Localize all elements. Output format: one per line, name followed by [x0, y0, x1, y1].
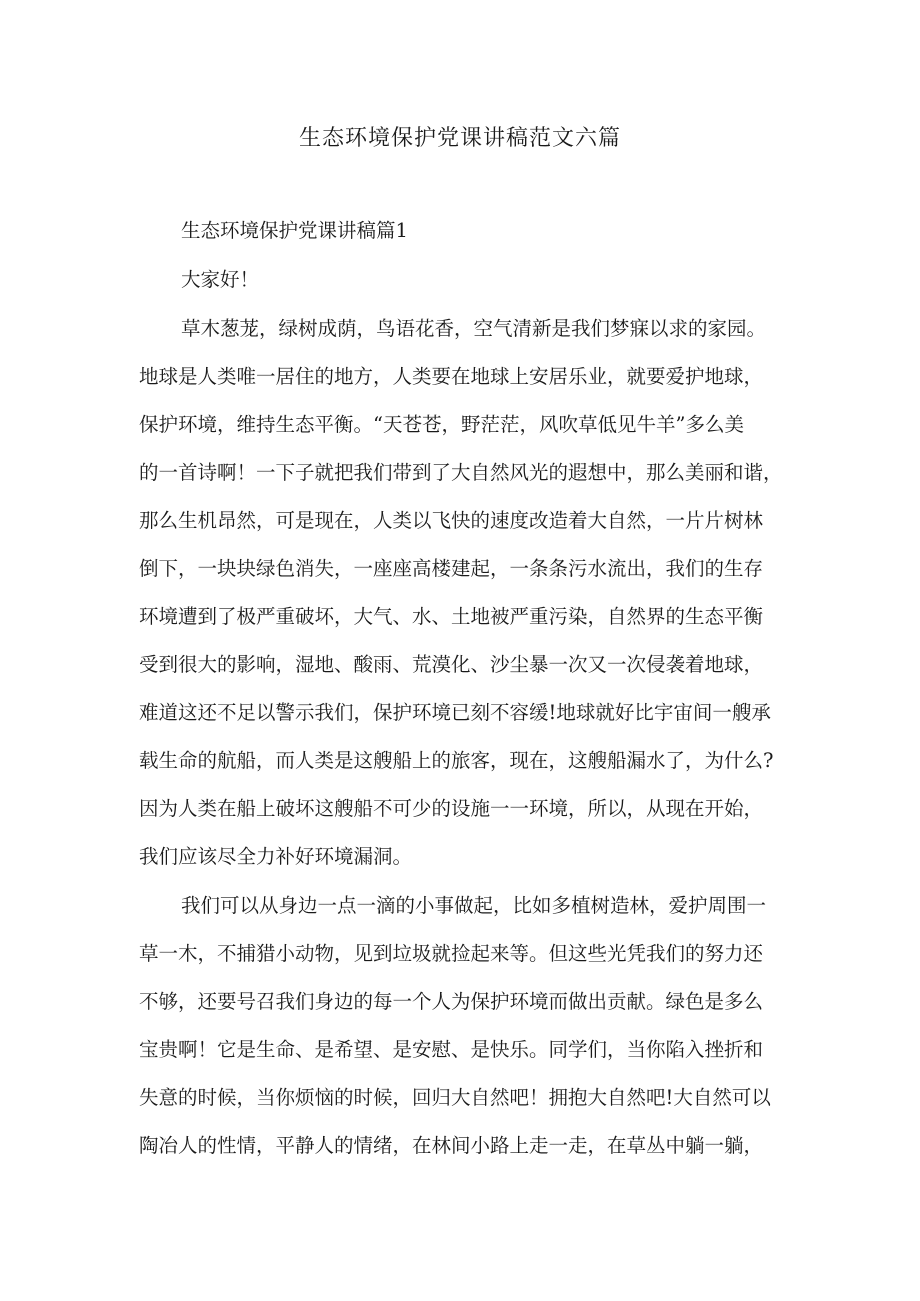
paragraph-2-line: 不够，还要号召我们身边的每一个人为保护环境而做出贡献。绿色是多么	[139, 990, 764, 1013]
paragraph-2-line: 宝贵啊！它是生命、是希望、是安慰、是快乐。同学们，当你陷入挫折和	[139, 1038, 764, 1061]
paragraph-1-line: 受到很大的影响，湿地、酸雨、荒漠化、沙尘暴一次又一次侵袭着地球，	[139, 653, 764, 676]
paragraph-2-line: 陶冶人的性情，平静人的情绪，在林间小路上走一走，在草丛中躺一躺，	[139, 1134, 764, 1157]
paragraph-1-line: 我们应该尽全力补好环境漏洞。	[139, 845, 413, 868]
greeting: 大家好！	[181, 268, 260, 291]
paragraph-1-line: 地球是人类唯一居住的地方，人类要在地球上安居乐业，就要爱护地球，	[139, 365, 764, 388]
paragraph-2-line: 我们可以从身边一点一滴的小事做起，比如多植树造林，爱护周围一	[181, 894, 767, 917]
paragraph-2-line: 失意的时候，当你烦恼的时候，回归大自然吧！拥抱大自然吧!大自然可以	[139, 1086, 771, 1109]
paragraph-1-line: 保护环境，维持生态平衡。“天苍苍，野茫茫，风吹草低见牛羊”多么美	[139, 413, 744, 436]
paragraph-1-line: 因为人类在船上破坏这艘船不可少的设施一一环境，所以，从现在开始，	[139, 797, 764, 820]
paragraph-1-line: 载生命的航船，而人类是这艘船上的旅客，现在，这艘船漏水了，为什么?	[139, 749, 774, 772]
paragraph-1-line: 草木葱茏，绿树成荫，鸟语花香，空气清新是我们梦寐以求的家园。	[181, 317, 767, 340]
paragraph-1-line: 倒下，一块块绿色消失，一座座高楼建起，一条条污水流出，我们的生存	[139, 557, 764, 580]
paragraph-1-line: 难道这还不足以警示我们，保护环境已刻不容缓!地球就好比宇宙间一艘承	[139, 701, 771, 724]
document-title: 生态环境保护党课讲稿范文六篇	[298, 126, 621, 151]
paragraph-1-line: 那么生机昂然，可是现在，人类以飞快的速度改造着大自然，一片片树林	[139, 509, 764, 532]
paragraph-2-line: 草一木，不捕猎小动物，见到垃圾就捡起来等。但这些光凭我们的努力还	[139, 942, 764, 965]
paragraph-1-line: 的一首诗啊！一下子就把我们带到了大自然风光的遐想中，那么美丽和谐，	[139, 461, 783, 484]
section-heading: 生态环境保护党课讲稿篇1	[181, 219, 408, 242]
paragraph-1-line: 环境遭到了极严重破坏，大气、水、土地被严重污染，自然界的生态平衡	[139, 605, 764, 628]
